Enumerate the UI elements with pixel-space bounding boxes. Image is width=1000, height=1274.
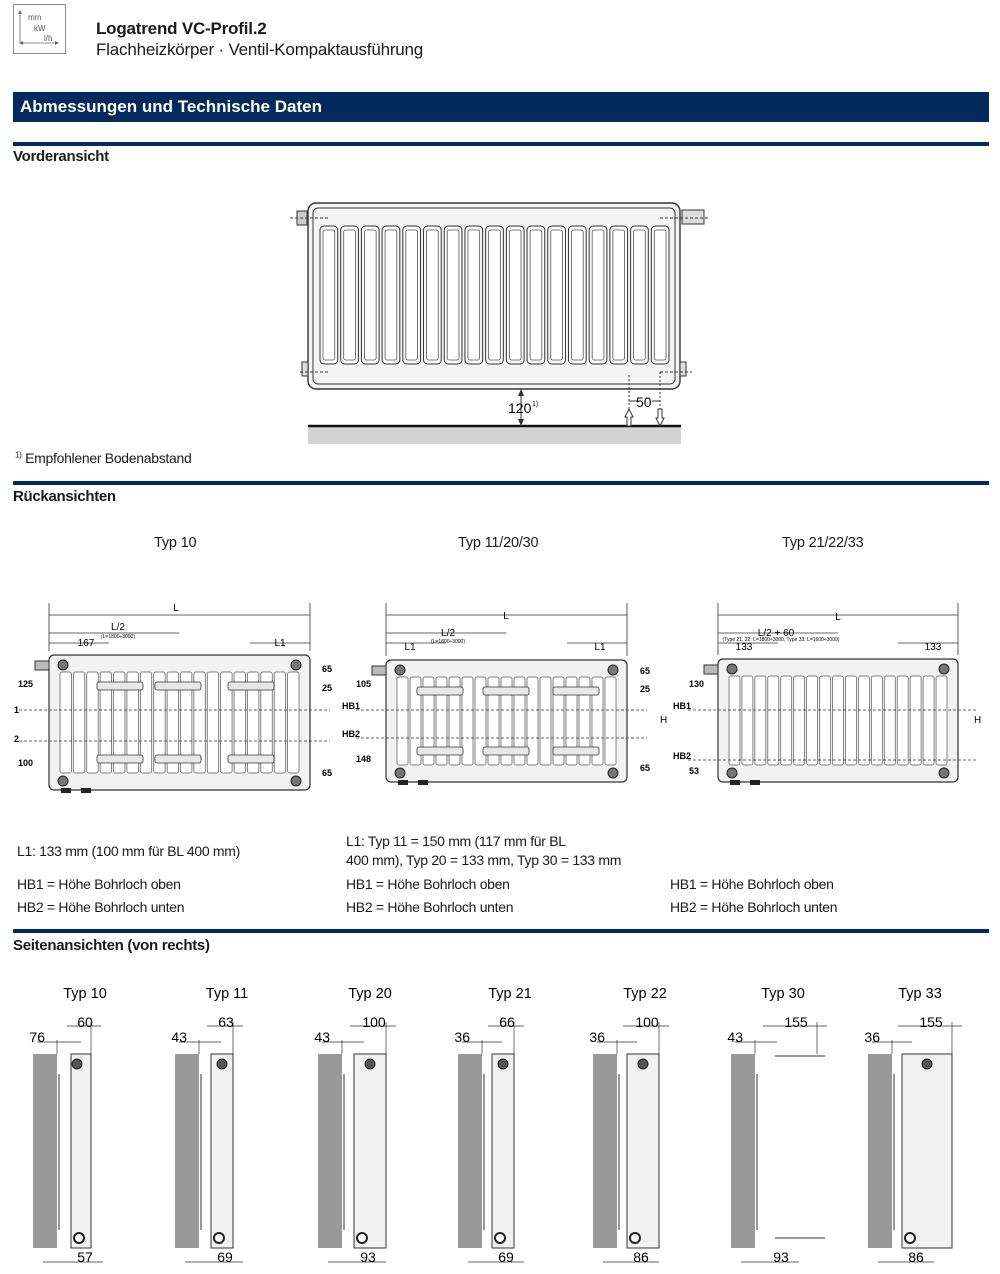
bottom-distance-label: 57 xyxy=(77,1249,93,1265)
radiator-rib xyxy=(729,676,740,765)
svg-text:1): 1) xyxy=(532,401,539,408)
radiator-rib xyxy=(274,672,285,773)
connection-port-icon xyxy=(395,768,405,778)
radiator-rib xyxy=(845,676,856,765)
connection-port-icon xyxy=(638,1059,648,1069)
connection-port-icon xyxy=(214,1233,224,1243)
svg-text:25: 25 xyxy=(640,684,651,694)
side-view-typ-22 xyxy=(589,986,669,1265)
unit-mm: mm xyxy=(28,13,42,22)
svg-text:133: 133 xyxy=(924,642,942,653)
note-l1-typ10: L1: 133 mm (100 mm für BL 400 mm) xyxy=(17,843,240,859)
radiator-rib xyxy=(87,672,98,773)
section-divider xyxy=(13,481,989,485)
svg-text:L1: L1 xyxy=(594,642,606,653)
bottom-distance-label: 93 xyxy=(360,1249,376,1265)
connection-port-icon xyxy=(291,776,301,786)
flow-down-arrow-icon xyxy=(656,409,664,426)
radiator-rib xyxy=(807,676,818,765)
side-caption: Typ 11 xyxy=(205,986,249,1002)
wall xyxy=(458,1054,482,1248)
floor-distance-label: 120 xyxy=(508,400,532,416)
side-caption: Typ 10 xyxy=(63,986,107,1002)
radiator-rib xyxy=(462,677,473,765)
connection-spacing-label: 50 xyxy=(636,394,652,410)
svg-text:53: 53 xyxy=(689,766,700,776)
side-caption: Typ 21 xyxy=(488,986,532,1002)
side-view-typ-30 xyxy=(727,986,827,1265)
front-view-diagram xyxy=(290,190,720,450)
radiator-rib xyxy=(397,677,408,765)
side-view-typ-21 xyxy=(454,986,531,1265)
side-views-diagram xyxy=(0,980,1000,1274)
connection-port-icon xyxy=(217,1059,227,1069)
mounting-bracket xyxy=(97,682,143,690)
wall-gap-label: 36 xyxy=(589,1029,605,1045)
radiator-rib xyxy=(755,676,766,765)
svg-text:H: H xyxy=(660,715,668,726)
side-view-typ-33 xyxy=(864,986,962,1265)
radiator-side-body xyxy=(71,1054,91,1248)
mounting-bracket xyxy=(553,687,599,695)
radiator-rib xyxy=(540,677,551,765)
rear-caption-typ21-22-33: Typ 21/22/33 xyxy=(782,535,864,551)
radiator-rib xyxy=(923,676,934,765)
wall-gap-label: 43 xyxy=(171,1029,187,1045)
radiator-rib xyxy=(768,676,779,765)
unit-lh: l/h xyxy=(44,34,53,43)
rear-views-diagram xyxy=(0,595,1000,795)
depth-label: 155 xyxy=(784,1014,808,1030)
connection-port-icon xyxy=(608,768,618,778)
note-hb1: HB1 = Höhe Bohrloch oben xyxy=(17,876,181,892)
svg-text:133: 133 xyxy=(735,642,753,653)
svg-text:100: 100 xyxy=(18,758,34,768)
connection-port-icon xyxy=(74,1233,84,1243)
section-divider xyxy=(13,929,989,933)
svg-text:L/2: L/2 xyxy=(111,622,125,633)
svg-text:105: 105 xyxy=(356,679,372,689)
bottom-distance-label: 69 xyxy=(498,1249,514,1265)
connection-port-icon xyxy=(939,768,949,778)
radiator-rib xyxy=(60,672,71,773)
svg-text:(L=1800÷3000): (L=1800÷3000) xyxy=(100,634,136,640)
depth-label: 66 xyxy=(499,1014,515,1030)
svg-text:65: 65 xyxy=(640,763,651,773)
connection-port-icon xyxy=(357,1233,367,1243)
note-hb2: HB2 = Höhe Bohrloch unten xyxy=(670,899,838,915)
rear-caption-typ10: Typ 10 xyxy=(154,535,197,551)
wall-gap-label: 36 xyxy=(864,1029,880,1045)
radiator-rib xyxy=(858,676,869,765)
connection-port-icon xyxy=(58,660,68,670)
wall-gap-label: 76 xyxy=(29,1029,45,1045)
radiator-rib xyxy=(73,672,84,773)
bottom-distance-label: 69 xyxy=(217,1249,233,1265)
svg-text:(L=1800÷3000): (L=1800÷3000) xyxy=(430,639,466,645)
radiator-side-body xyxy=(211,1054,233,1248)
mounting-bracket xyxy=(228,755,274,763)
bottom-distance-label: 86 xyxy=(908,1249,924,1265)
vent-valve-icon xyxy=(704,665,718,674)
connection-port-icon xyxy=(939,664,949,674)
svg-text:125: 125 xyxy=(18,679,34,689)
vent-valve-icon xyxy=(372,666,386,675)
front-view-title: Vorderansicht xyxy=(13,148,109,165)
side-view-typ-10 xyxy=(29,986,106,1265)
mounting-bracket xyxy=(155,682,201,690)
depth-label: 60 xyxy=(77,1014,93,1030)
flow-up-arrow-icon xyxy=(625,409,633,426)
radiator-rib xyxy=(884,676,895,765)
wall xyxy=(731,1054,755,1248)
radiator-ribs xyxy=(320,226,669,364)
radiator-rib xyxy=(742,676,753,765)
mounting-bracket xyxy=(417,687,463,695)
svg-text:2: 2 xyxy=(14,734,20,744)
section-banner: Abmessungen und Technische Daten xyxy=(13,92,989,122)
svg-text:HB1: HB1 xyxy=(342,701,361,711)
connection-port-icon xyxy=(905,1233,915,1243)
rear-view-typ10 xyxy=(19,603,333,793)
mounting-bracket xyxy=(228,682,274,690)
thermostat-valve-icon xyxy=(682,210,704,224)
mounting-bracket xyxy=(483,687,529,695)
wall xyxy=(868,1054,892,1248)
wall xyxy=(175,1054,199,1248)
connection-port-icon xyxy=(365,1059,375,1069)
svg-text:HB2: HB2 xyxy=(673,751,692,761)
footnote: $^{1)}$ Empfohlener Bodenabstand xyxy=(15,450,192,466)
depth-label: 63 xyxy=(218,1014,234,1030)
svg-text:L1: L1 xyxy=(274,638,286,649)
mounting-bracket xyxy=(417,747,463,755)
svg-text:148: 148 xyxy=(356,754,372,764)
radiator-rib xyxy=(871,676,882,765)
radiator-rib xyxy=(897,676,908,765)
side-caption: Typ 20 xyxy=(348,986,392,1002)
svg-text:65: 65 xyxy=(322,664,333,674)
side-views-title: Seitenansichten (von rechts) xyxy=(13,937,210,954)
connection-port-icon xyxy=(727,768,737,778)
floor xyxy=(308,426,681,444)
connection-port-icon xyxy=(630,1233,640,1243)
mounting-bracket xyxy=(553,747,599,755)
radiator-rib xyxy=(794,676,805,765)
depth-label: 100 xyxy=(635,1014,659,1030)
dimensions-units-icon xyxy=(13,4,66,54)
svg-text:L: L xyxy=(173,603,179,614)
svg-text:L/2 + 60: L/2 + 60 xyxy=(757,628,795,639)
radiator-rib xyxy=(936,676,947,765)
wall xyxy=(593,1054,617,1248)
connection-port-icon xyxy=(72,1059,82,1069)
svg-text:130: 130 xyxy=(689,679,705,689)
radiator-side-body xyxy=(627,1054,659,1248)
radiator-side-body xyxy=(354,1054,386,1248)
connection-port-icon xyxy=(922,1059,932,1069)
page-subtitle: Flachheizkörper · Ventil-Kompaktausführung xyxy=(96,40,424,59)
svg-text:L: L xyxy=(503,611,509,622)
svg-text:(Type 21, 22: L=1800÷3000, Typ: (Type 21, 22: L=1800÷3000, Type 33: L=1600÷3000) xyxy=(722,637,840,643)
wall-gap-label: 43 xyxy=(314,1029,330,1045)
note-l1-typ11-line1: L1: Typ 11 = 150 mm (117 mm für BL xyxy=(346,833,566,849)
mounting-bracket xyxy=(483,747,529,755)
wall xyxy=(318,1054,342,1248)
svg-text:L/2: L/2 xyxy=(441,628,455,639)
bottom-distance-label: 93 xyxy=(773,1249,789,1265)
wall-gap-label: 36 xyxy=(454,1029,470,1045)
connection-port-icon xyxy=(58,776,68,786)
connection-port-icon xyxy=(395,665,405,675)
side-view-typ-20 xyxy=(314,986,396,1265)
note-hb2: HB2 = Höhe Bohrloch unten xyxy=(346,899,514,915)
side-view-typ-11 xyxy=(171,986,248,1265)
wall xyxy=(33,1054,57,1248)
radiator-rib xyxy=(781,676,792,765)
svg-text:L: L xyxy=(835,612,841,623)
svg-text:65: 65 xyxy=(640,666,651,676)
rear-views-title: Rückansichten xyxy=(13,488,116,505)
connection-port-icon xyxy=(498,1059,508,1069)
radiator-rib xyxy=(207,672,218,773)
page-title: Logatrend VC-Profil.2 xyxy=(96,19,267,38)
radiator-side-body xyxy=(902,1054,952,1248)
svg-text:L1: L1 xyxy=(404,642,416,653)
radiator-rib xyxy=(820,676,831,765)
svg-text:65: 65 xyxy=(322,768,333,778)
note-l1-typ11-line2: 400 mm), Typ 20 = 133 mm, Typ 30 = 133 mm xyxy=(346,852,622,868)
svg-text:HB1: HB1 xyxy=(673,701,692,711)
note-hb2: HB2 = Höhe Bohrloch unten xyxy=(17,899,185,915)
mounting-bracket xyxy=(97,755,143,763)
radiator-rib xyxy=(833,676,844,765)
svg-text:167: 167 xyxy=(77,638,95,649)
side-caption: Typ 30 xyxy=(761,986,805,1002)
radiator-rib xyxy=(605,677,616,765)
rear-caption-typ11-20-30: Typ 11/20/30 xyxy=(458,535,539,551)
side-caption: Typ 22 xyxy=(623,986,667,1002)
rear-view-typ11-20-30 xyxy=(356,603,647,785)
svg-text:1: 1 xyxy=(14,705,20,715)
rear-view-typ21-22-33 xyxy=(688,603,978,785)
radiator-side-body xyxy=(492,1054,514,1248)
mounting-bracket xyxy=(155,755,201,763)
side-caption: Typ 33 xyxy=(898,986,942,1002)
svg-text:25: 25 xyxy=(322,683,333,693)
unit-kw: kW xyxy=(34,24,46,33)
connection-port-icon xyxy=(291,660,301,670)
connection-port-icon xyxy=(495,1233,505,1243)
vent-valve-icon xyxy=(35,661,49,670)
wall-gap-label: 43 xyxy=(727,1029,743,1045)
section-divider xyxy=(13,142,989,146)
note-hb1: HB1 = Höhe Bohrloch oben xyxy=(670,876,834,892)
depth-label: 155 xyxy=(919,1014,943,1030)
connection-port-icon xyxy=(608,665,618,675)
svg-text:HB2: HB2 xyxy=(342,729,361,739)
depth-label: 100 xyxy=(362,1014,386,1030)
bottom-distance-label: 86 xyxy=(633,1249,649,1265)
note-hb1: HB1 = Höhe Bohrloch oben xyxy=(346,876,510,892)
svg-text:H: H xyxy=(974,715,982,726)
radiator-rib xyxy=(910,676,921,765)
connection-port-icon xyxy=(727,664,737,674)
radiator-rib xyxy=(288,672,299,773)
